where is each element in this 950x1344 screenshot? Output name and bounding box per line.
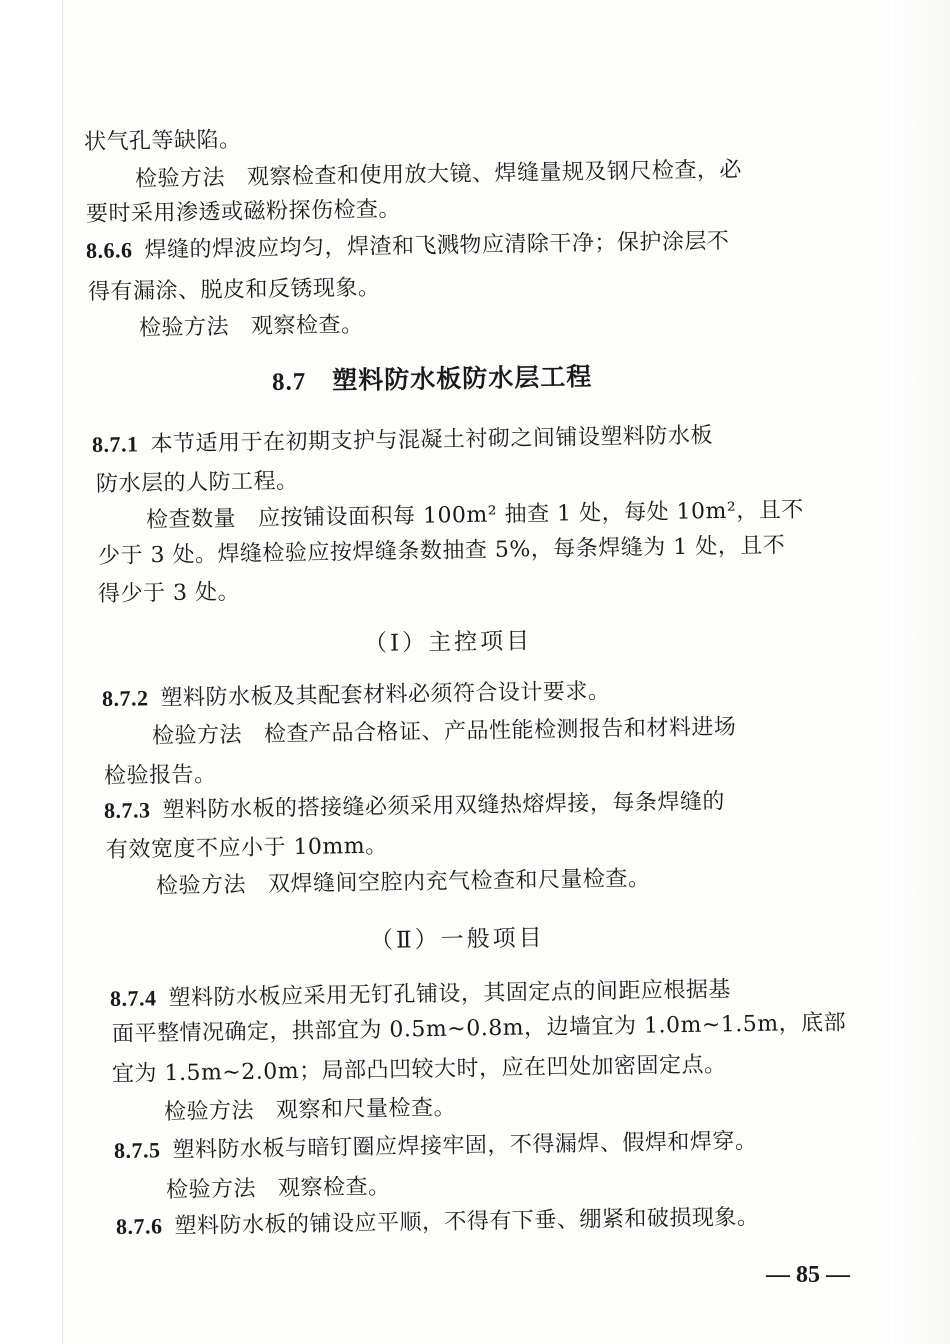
text-line: 宜为 1.5m~2.0m；局部凸凹较大时，应在凹处加密固定点。 [111,1052,727,1087]
clause-number: 8.7.2 [101,685,149,711]
clause-8-7-4: 8.7.4 塑料防水板应采用无钉孔铺设，其固定点的间距应根据基 [109,977,732,1012]
clause-8-7-5: 8.7.5 塑料防水板与暗钉圈应焊接牢固，不得漏焊、假焊和焊穿。 [113,1128,758,1164]
inspection-method-label: 检验方法 [155,872,247,899]
text-line: 面平整情况确定，拱部宜为 0.5m~0.8m，边墙宜为 1.0m~1.5m，底部 [111,1010,847,1047]
text-line: 要时采用渗透或磁粉探伤检查。 [85,197,402,227]
inspection-method-label: 检验方法 [165,1176,257,1203]
section-title-text: 塑料防水板防水层工程 [332,361,593,396]
clause-8-6-6: 8.6.6 焊缝的焊波应均匀，焊渣和飞溅物应清除干净；保护涂层不 [85,228,730,264]
text-line: 得少于 3 处。 [97,579,241,607]
clause-number: 8.7.3 [103,797,151,823]
scan-shadow [890,0,950,1344]
page-number: — 85 — [766,1262,850,1288]
text-line: 少于 3 处。焊缝检验应按焊缝条数抽查 5%，每条焊缝为 1 处，且不 [97,533,786,569]
subhead-main-control: （Ⅰ）主控项目 [363,628,533,657]
inspection-method-label: 检验方法 [134,165,226,192]
clause-8-7-6: 8.7.6 塑料防水板的铺设应平顺，不得有下垂、绷紧和破损现象。 [115,1204,760,1240]
inspection-method-label: 检验方法 [138,314,230,341]
inspection-method-line: 检验方法 观察检查。 [138,312,364,341]
text-line: 检验报告。 [103,762,217,789]
inspection-method-label: 检验方法 [151,722,243,749]
inspection-method-line: 检验方法 检查产品合格证、产品性能检测报告和材料进场 [151,714,737,749]
clause-number: 8.7.5 [113,1137,161,1163]
clause-number: 8.7.4 [109,985,157,1011]
text-line: 得有漏涂、脱皮和反锈现象。 [87,275,381,305]
inspection-method-line: 检验方法 观察检查和使用放大镜、焊缝量规及钢尺检查，必 [134,157,743,192]
check-quantity-line: 检查数量 应按铺设面积每 100m² 抽查 1 处，每处 10m²，且不 [145,497,804,533]
inspection-method-line: 检验方法 观察检查。 [165,1174,391,1203]
clause-8-7-3: 8.7.3 塑料防水板的搭接缝必须采用双缝热熔焊接，每条焊缝的 [103,789,726,824]
clause-8-7-1: 8.7.1 本节适用于在初期支护与混凝土衬砌之间铺设塑料防水板 [91,423,714,458]
inspection-method-line: 检验方法 观察和尺量检查。 [163,1095,457,1125]
clause-number: 8.7.1 [91,431,139,457]
clause-number: 8.7.6 [115,1213,163,1239]
clause-number: 8.6.6 [85,237,133,263]
clause-8-7-2: 8.7.2 塑料防水板及其配套材料必须符合设计要求。 [101,679,611,712]
subhead-general: （Ⅱ）一般项目 [369,925,545,954]
inspection-method-label: 检验方法 [163,1098,255,1125]
inspection-method-line: 检验方法 双焊缝间空腔内充气检查和尺量检查。 [155,866,651,899]
section-title [272,357,593,398]
check-quantity-label: 检查数量 [145,506,237,533]
text-line: 有效宽度不应小于 10mm。 [105,833,388,863]
section-number: 8.7 [271,368,307,396]
text-line: 防水层的人防工程。 [95,468,299,497]
text-line: 状气孔等缺陷。 [83,127,242,155]
